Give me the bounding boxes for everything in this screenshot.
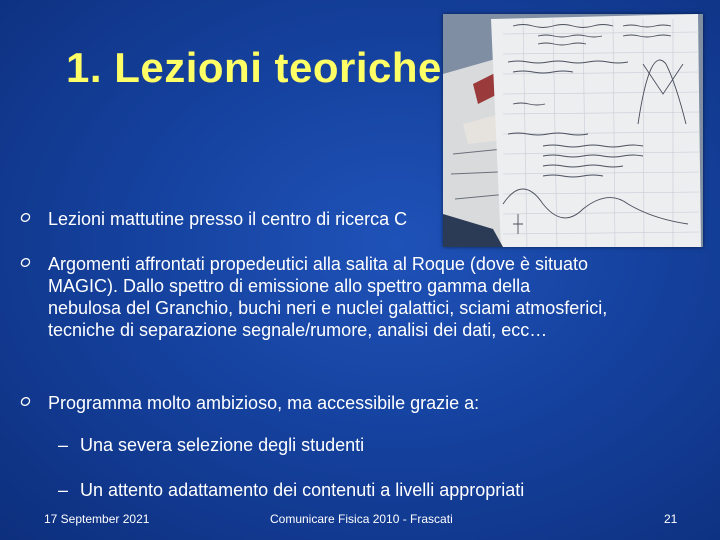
footer-center-text: Comunicare Fisica 2010 - Frascati [270, 512, 453, 526]
ring-bullet-icon [20, 212, 31, 223]
sub-item-text-1: Una severa selezione degli studenti [80, 435, 365, 455]
footer-date: 17 September 2021 [44, 512, 150, 526]
sub-item-1 [58, 435, 364, 456]
bullet-text-2: Argomenti affrontati propedeutici alla salita al Roque (dove è situato MAGIC). Dallo spettro di emissione allo spettro gamma della nebulosa del Granchio, buchi neri e nuclei galattici, sciami atmosferici, tecniche di separazione segnale/rumore, analisi dei dati, ecc… [48, 254, 608, 340]
ring-bullet-icon [20, 396, 31, 407]
sub-item-2 [58, 480, 524, 501]
dash-marker: – [58, 435, 69, 455]
sub-item-text-2: Un attento adattamento dei contenuti a livelli appropriati [80, 480, 525, 500]
ring-bullet-icon [20, 257, 31, 268]
bullet-text-1: Lezioni mattutine presso il centro di ricerca C [48, 209, 408, 229]
bullet-text-3: Programma molto ambizioso, ma accessibile grazie a: [48, 393, 480, 413]
slide-title: 1. Lezioni teoriche [66, 44, 442, 91]
footer-page-number: 21 [664, 512, 678, 526]
dash-marker: – [58, 480, 69, 500]
